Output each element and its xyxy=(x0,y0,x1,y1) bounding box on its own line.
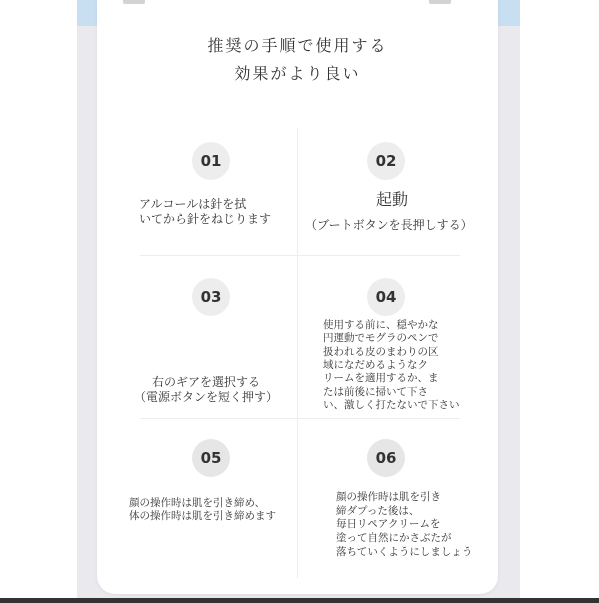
step-01-text: アルコールは針を拭 いてから針をねじります xyxy=(139,197,272,226)
step-03-text: 右のギアを選択する （電源ボタンを短く押す） xyxy=(134,375,279,404)
menu-icon[interactable] xyxy=(429,0,451,4)
page-title-line-1: 推奨の手順で使用する xyxy=(207,36,388,55)
grid-row-divider-2 xyxy=(140,418,460,419)
bottom-edge-bar xyxy=(0,598,599,603)
step-03-badge: 03 xyxy=(192,278,230,316)
grid-row-divider-1 xyxy=(140,255,460,256)
page-title-line-2: 効果がより良い xyxy=(234,64,361,83)
step-02-title: 起動 xyxy=(376,190,409,209)
step-05-badge: 05 xyxy=(192,439,230,477)
step-04-badge: 04 xyxy=(367,278,405,316)
grid-vertical-divider xyxy=(297,128,298,578)
step-06-badge: 06 xyxy=(367,439,405,477)
step-02-text: （ブートボタンを長押しする） xyxy=(305,218,473,232)
back-icon[interactable] xyxy=(123,0,145,4)
step-01-badge: 01 xyxy=(192,142,230,180)
step-06-text: 顔の操作時は肌を引き 締ダプった後は、 毎日リペアクリームを 塗って自然にかさぶたが 落ちていくようにしましょう xyxy=(336,491,473,558)
step-02-badge: 02 xyxy=(367,142,405,180)
step-04-text: 使用する前に、穏やかな 円運動でモグラのペンで 扱われる皮のまわりの区 域になだめるようなク リームを適用するか、ま たは前後に掃いて下さ い、激しく打たないで下さい xyxy=(323,319,460,411)
step-05-text: 顔の操作時は肌を引き締め、 体の操作時は肌を引き締めます xyxy=(129,497,276,523)
